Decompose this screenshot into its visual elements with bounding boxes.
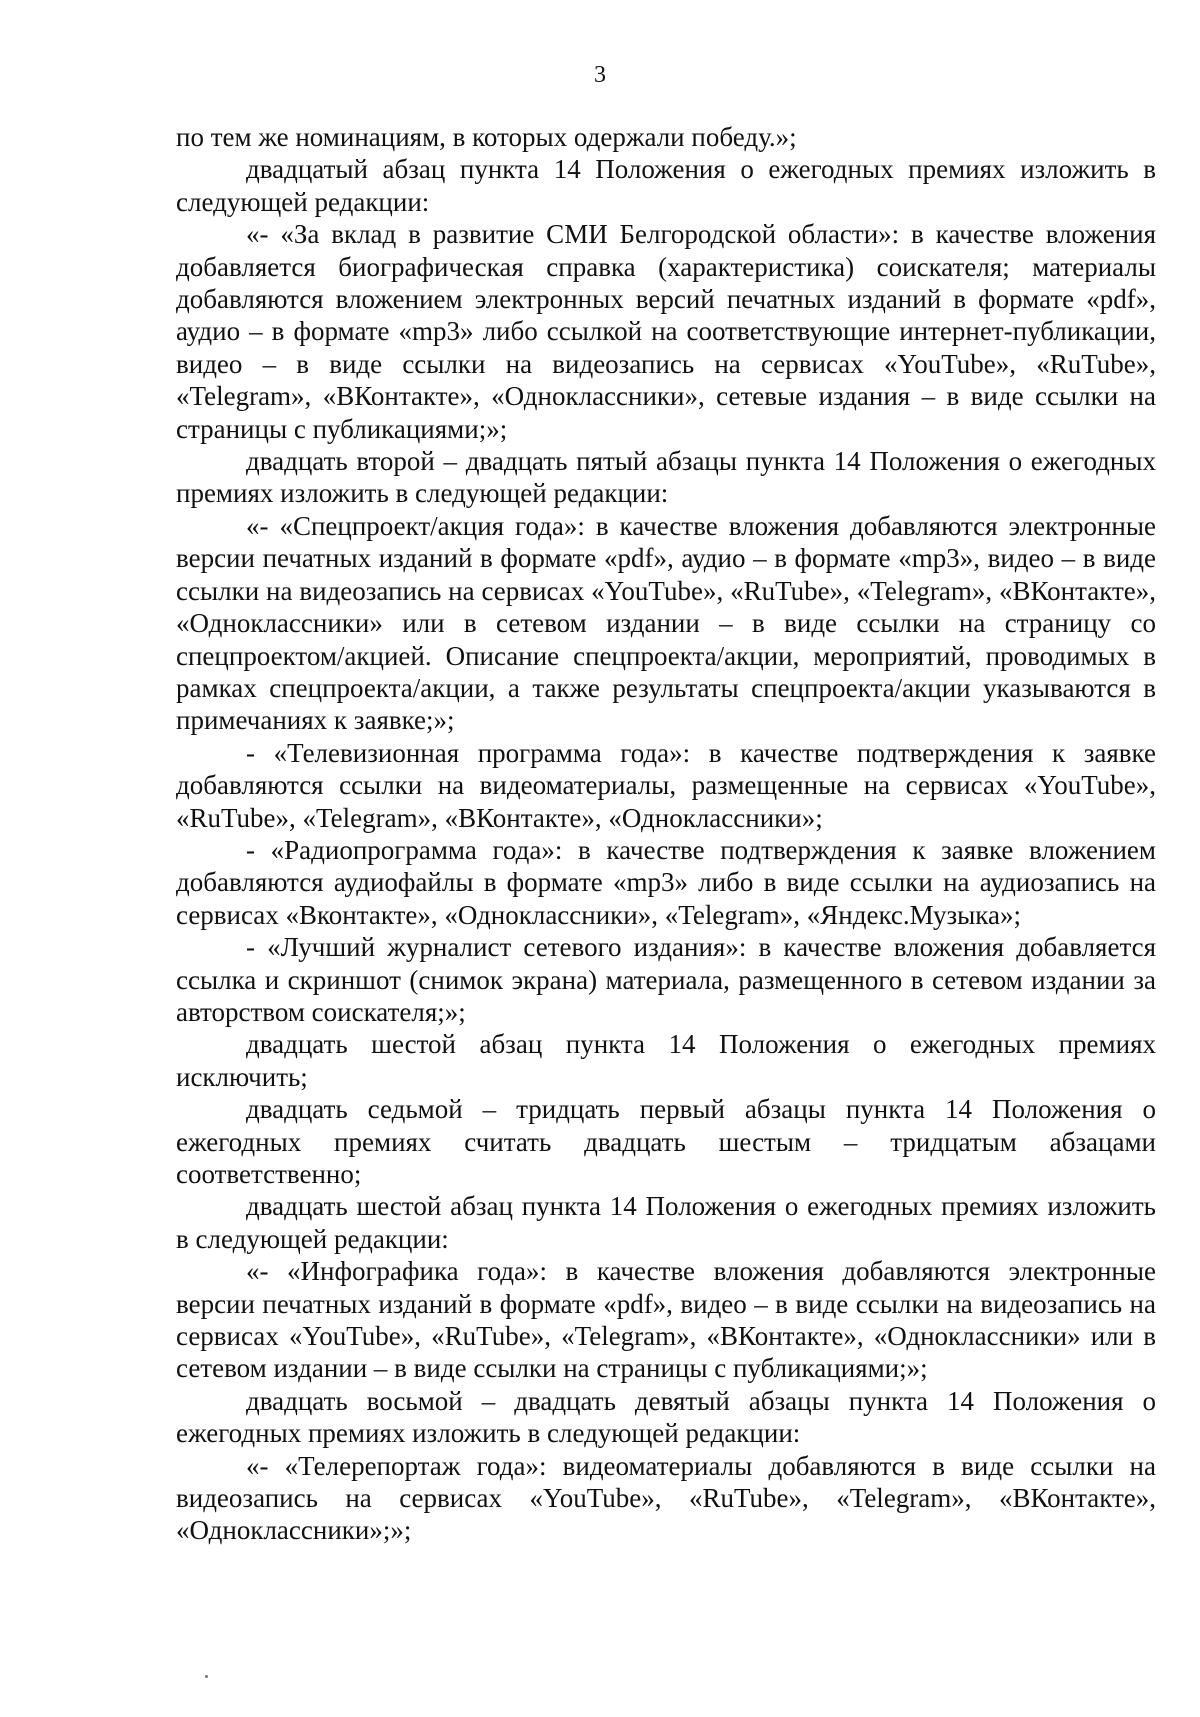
paragraph: «- «Спецпроект/акция года»: в качестве вложения добавляются электронные версии печатных изданий в формате «pdf», аудио – в формате «mp3», видео – в виде ссылки на видеозапись на сервисах «YouTube», «RuTube», «Telegram», «ВКонтакте», «Одноклассники» или в сетевом издании – в виде ссылки на страницу со спецпроектом/акцией. Описание спецпроекта/акции, мероприятий, проводимых в рамках спецпроекта/акции, а также результаты спецпроекта/акции указываются в примечаниях к заявке;»; [176,510,1156,736]
paragraph: двадцать шестой абзац пункта 14 Положения о ежегодных премиях исключить; [176,1029,1156,1092]
paragraph: двадцать седьмой – тридцать первый абзацы пункта 14 Положения о ежегодных премиях считать двадцать шестым – тридцатым абзацами соответственно; [176,1094,1156,1189]
paragraph: - «Лучший журналист сетевого издания»: в качестве вложения добавляется ссылка и скриншот (снимок экрана) материала, размещенного в сетевом издании за авторством соискателя;»; [176,932,1156,1027]
paragraph: двадцать восьмой – двадцать девятый абзацы пункта 14 Положения о ежегодных премиях изложить в следующей редакции: [176,1385,1156,1449]
page-number: 3 [594,62,606,88]
paragraph: двадцатый абзац пункта 14 Положения о ежегодных премиях изложить в следующей редакции: [176,154,1156,217]
paragraph: «- «За вклад в развитие СМИ Белгородской области»: в качестве вложения добавляется биографическая справка (характеристика) соискателя; материалы добавляются вложением электронных версий печатных изданий в формате «pdf», аудио – в формате «mp3» либо ссылкой на соответствующие интернет-публикации, видео – в виде ссылки на видеозапись на сервисах «YouTube», «RuTube», «Telegram», «ВКонтакте», «Одноклассники», сетевые издания – в виде ссылки на страницы с публикациями;»; [176,219,1156,444]
paragraph: - «Телевизионная программа года»: в качестве подтверждения к заявке добавляются ссылки на видеоматериалы, размещенные на сервисах «YouTube», «RuTube», «Telegram», «ВКонтакте», «Одноклассники»; [176,737,1156,833]
paragraph: «- «Телерепортаж года»: видеоматериалы добавляются в виде ссылки на видеозапись на сервисах «YouTube», «RuTube», «Telegram», «ВКонтакте», «Одноклассники»;»; [176,1450,1156,1546]
scan-speck [205,1675,208,1678]
paragraph: «- «Инфографика года»: в качестве вложения добавляются электронные версии печатных изданий в формате «pdf», видео – в виде ссылки на видеозапись на сервисах «YouTube», «RuTube», «Telegram», «ВКонтакте», «Одноклассники» или в сетевом издании – в виде ссылки на страницы с публикациями;»; [176,1256,1156,1384]
paragraph: по тем же номинациям, в которых одержали победу.»; [176,122,797,152]
document-body [176,121,1156,1547]
paragraph: - «Радиопрограмма года»: в качестве подтверждения к заявке вложением добавляются аудиофайлы в формате «mp3» либо в виде ссылки на аудиозапись на сервисах «Вконтакте», «Одноклассники», «Telegram», «Яндекс.Музыка»; [176,834,1156,930]
paragraph: двадцать второй – двадцать пятый абзацы пункта 14 Положения о ежегодных премиях изложить в следующей редакции: [176,446,1156,509]
paragraph: двадцать шестой абзац пункта 14 Положения о ежегодных премиях изложить в следующей редакции: [176,1191,1156,1254]
